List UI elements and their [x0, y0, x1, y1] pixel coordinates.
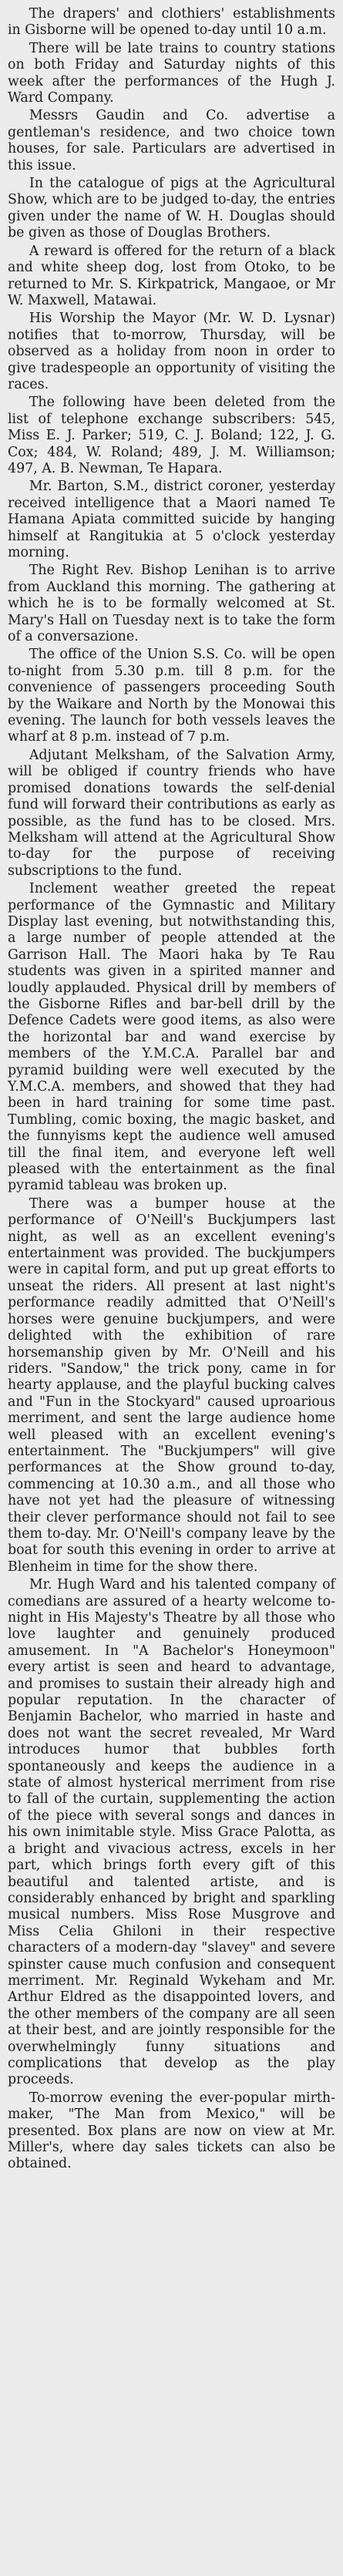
paragraph-drapers-holiday: The drapers' and clothiers' establishments in Gisborne will be opened to-day until 10 a.m.: [8, 6, 335, 39]
paragraph-gymnastic-display: Inclement weather greeted the repeat performance of the Gymnastic and Military Display last evening, but notwithstanding this, a large number of people attended at the Garrison Hall. The Maori haka by Te Rau students was given in a spirited manner and loudly applauded. Physical drill by members of the Gisborne Rifles and bar-bell drill by the Defence Cadets were good items, as also were the horizontal bar and wand exercise by members of the Y.M.C.A. Parallel bar and pyramid building were well executed by the Y.M.C.A. members, and showed that they had been in hard training for some time past. Tumbling, comic boxing, the magic basket, and the funnyisms kept the audience well amused till the final item, and everyone left well pleased with the entertainment as the final pyramid tableau was broken up.: [8, 881, 335, 1194]
paragraph-pig-catalogue: In the catalogue of pigs at the Agricultural Show, which are to be judged to-day, the entries given under the name of W. H. Douglas should be given as those of Douglas Brothers.: [8, 176, 335, 241]
paragraph-bishop-lenihan: The Right Rev. Bishop Lenihan is to arrive from Auckland this morning. The gathering at which he is to be formally welcomed at St. Mary's Hall on Tuesday next is to take the form of a conversazione.: [8, 563, 335, 645]
paragraph-gaudin-advert: Messrs Gaudin and Co. advertise a gentleman's residence, and two choice town houses, for sale. Particulars are advertised in this issue.: [8, 108, 335, 173]
paragraph-late-trains: There will be late trains to country stations on both Friday and Saturday nights of this week after the performances of the Hugh J. Ward Company.: [8, 40, 335, 106]
paragraph-salvation-army: Adjutant Melksham, of the Salvation Army, will be obliged if country friends who have promised donations towards the self-denial fund will forward their contributions as early as possible, as the fund has to be closed. Mrs. Melksham will attend at the Agricultural Show to-day for the purpose of receiving subscriptions to the fund.: [8, 747, 335, 879]
paragraph-buckjumpers: There was a bumper house at the performance of O'Neill's Buckjumpers last night, as well as an excellent evening's entertainment was provided. The buckjumpers were in capital form, and put up great efforts to unseat the riders. All present at last night's performance readily admitted that O'Neill's horses were genuine buckjumpers, and were delighted with the exhibition of rare horsemanship given by Mr. O'Neill and his riders. "Sandow," the trick pony, came in for hearty applause, and the playful bucking calves and "Fun in the Stockyard" caused uproarious merriment, and sent the large audience home well pleased with an excellent evening's entertainment. The "Buckjumpers" will give performances at the Show ground to-day, commencing at 10.30 a.m., and all those who have not yet had the pleasure of witnessing their clever performance should not fail to see them to-day. Mr. O'Neill's company leave by the boat for south this evening in order to arrive at Blenheim in time for the show there.: [8, 1196, 335, 1575]
paragraph-union-ss-office: The office of the Union S.S. Co. will be open to-night from 5.30 p.m. till 8 p.m. for the convenience of passengers proceeding South by the Waikare and North by the Monowai this evening. The launch for both vessels leaves the wharf at 8 p.m. instead of 7 p.m.: [8, 647, 335, 745]
paragraph-coroner-report: Mr. Barton, S.M., district coroner, yesterday received intelligence that a Maori named Te Hamana Apiata committed suicide by hanging himself at Rangitukia at 5 o'clock yesterday morning.: [8, 479, 335, 560]
paragraph-mayor-holiday: His Worship the Mayor (Mr. W. D. Lysnar) notifies that to-morrow, Thursday, will be observed as a holiday from noon in order to give tradespeople an opportunity of visiting the races.: [8, 311, 335, 392]
paragraph-telephone-deletions: The following have been deleted from the list of telephone exchange subscribers: 545, Miss E. J. Parker; 519, C. J. Boland; 122, J. G. Cox; 484, W. Roland; 489, J. M. Williamson; 497, A. B. Newman, Te Hapara.: [8, 395, 335, 476]
paragraph-hugh-ward-company: Mr. Hugh Ward and his talented company of comedians are assured of a hearty welcome to-night in His Majesty's Theatre by all those who love laughter and genuinely produced amusement. In "A Bachelor's Honeymoon" every artist is seen and heard to advantage, and promises to sustain their already high and popular reputation. In the character of Benjamin Bachelor, who married in haste and does not want the secret revealed, Mr Ward introduces humor that bubbles forth spontaneously and keeps the audience in a state of almost hysterical merriment from rise to fall of the curtain, supplementing the action of the piece with several songs and dances in his own inimitable style. Miss Grace Palotta, as a bright and vivacious actress, excels in her part, which brings forth every gift of this beautiful and talented artiste, and is considerably enhanced by bright and sparkling musical numbers. Miss Rose Musgrove and Miss Celia Ghiloni in their respective characters of a modern-day "slavey" and severe spinster cause much confusion and consequent merriment. Mr. Reginald Wykeham and Mr. Arthur Eldred as the disappointed lovers, and the other members of the company are all seen at their best, and are jointly responsible for the overwhelmingly funny situations and complications that develop as the play proceeds.: [8, 1577, 335, 2088]
paragraph-man-from-mexico: To-morrow evening the ever-popular mirth-maker, "The Man from Mexico," will be presented. Box plans are now on view at Mr. Miller's, where day sales tickets can also be obtained.: [8, 2090, 335, 2172]
paragraph-lost-sheep-dog: A reward is offered for the return of a black and white sheep dog, lost from Otoko, to be returned to Mr. S. Kirkpatrick, Mangaoe, or Mr W. Maxwell, Matawai.: [8, 243, 335, 308]
